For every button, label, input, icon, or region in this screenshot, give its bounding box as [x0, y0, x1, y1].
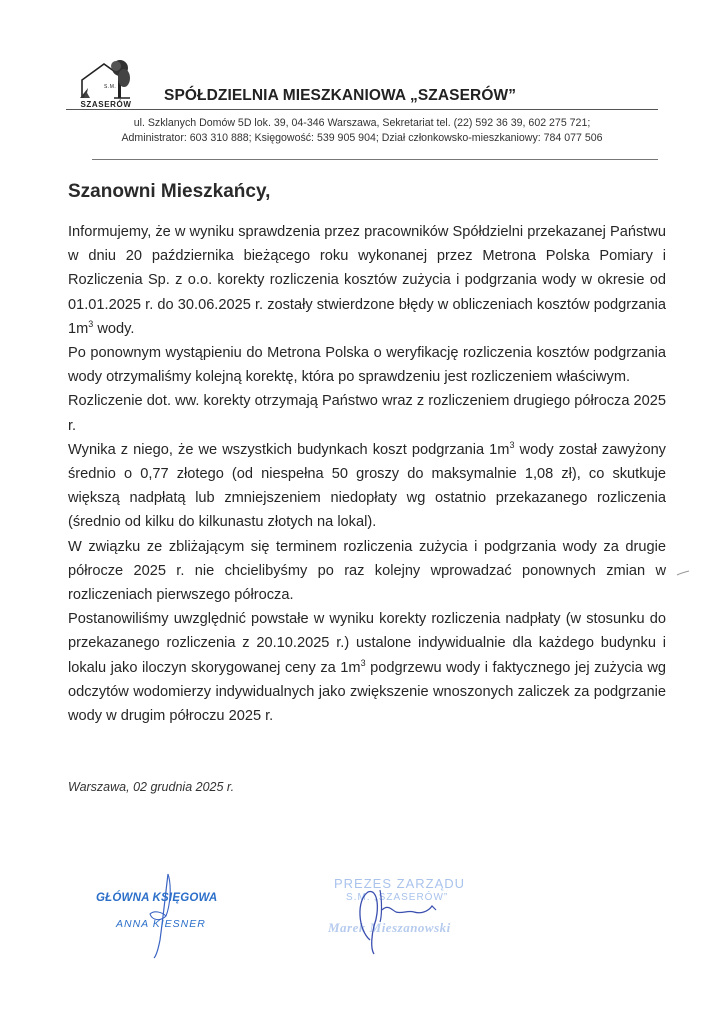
contact-line-address: ul. Szklanych Domów 5D lok. 39, 04-346 Warszawa, Sekretariat tel. (22) 592 36 39, 602 275 721; — [133, 117, 591, 129]
letter-body — [68, 220, 666, 728]
logo-name: SZASERÓW — [80, 100, 132, 109]
header-divider — [66, 109, 658, 110]
organization-title: SPÓŁDZIELNIA MIESZKANIOWA „SZASERÓW” — [164, 87, 517, 104]
contact-line-phones: Administrator: 603 310 888; Księgowość: 539 905 904; Dział członkowsko-mieszkaniowy: 784 077 506 — [121, 132, 603, 144]
signature-chief-accountant — [88, 880, 258, 950]
contact-info — [66, 116, 658, 146]
paragraph-4: Wynika z niego, że we wszystkich budynkach koszt podgrzania $1m^3$ wody został zawyżony średnio o 0,77 złotego (od niespełna 50 groszy do maksymalnie 1,08 zł), co skutkuje większą nadpłatą lub zmniejszeniem niedopłaty wg ostatnio przekazanego rozliczenia (średnio od kilku do kilkunastu złotych na lokal). — [68, 439, 666, 531]
paragraph-2: Po ponownym wystąpieniu do Metrona Polska o weryfikację rozliczenia kosztów podgrzania wody otrzymaliśmy kolejną korektę, która po sprawdzeniu jest rozliczeniem właściwym. — [68, 345, 666, 386]
signer-role: GŁÓWNA KSIĘGOWA — [96, 892, 218, 904]
paragraph-5: W związku ze zbliżającym się terminem rozliczenia zużycia i podgrzania wody za drugie półrocze 2025 r. nie chcielibyśmy po raz kolejny wprowadzać ponownych zmian w rozliczeniach pierwszego półrocza. — [68, 538, 666, 604]
house-tree-logo-icon — [74, 58, 138, 102]
signer-name: ANNA KIESNER — [116, 918, 206, 930]
scan-mark — [676, 570, 690, 576]
letter-date: Warszawa, 02 grudnia 2025 r. — [68, 780, 235, 794]
paragraph-3: Rozliczenie dot. ww. korekty otrzymają Państwo wraz z rozliczeniem drugiego półrocza 2025 r. — [68, 393, 666, 434]
contact-divider — [92, 159, 658, 160]
paragraph-1: Informujemy, że w wyniku sprawdzenia przez pracowników Spółdzielni przekazanej Państwu w dniu 20 października bieżącego roku wykonanej przez Metrona Polska Pomiary i Rozliczenia Sp. z o.o. korekty rozliczenia kosztów zużycia i podgrzania wody w okresie od 01.01.2025 r. do 30.06.2025 r. zostały stwierdzone błędy w obliczeniach kosztów podgrzania $1m^3$ wody. — [68, 224, 666, 337]
logo-small-text: S.M. — [104, 84, 117, 90]
paragraph-6: Postanowiliśmy uwzględnić powstałe w wyniku korekty rozliczenia nadpłaty (w stosunku do przekazanego rozliczenia z 20.10.2025 r.) ustalone indywidualnie dla każdego budynku i lokalu jako iloczyn skorygowanej ceny za $1m^3$ podgrzewu wody i faktycznego jej zużycia wg odczytów wodomierzy indywidualnych jako zwiększenie wnoszonych zaliczek za podgrzanie wody w drugim półroczu 2025 r. — [68, 611, 666, 725]
stamp-name: Marek Mieszanowski — [328, 920, 451, 935]
cooperative-logo — [74, 58, 138, 110]
handwritten-signature-icon — [318, 870, 488, 960]
stamp-role: PREZES ZARZĄDU — [334, 876, 466, 891]
salutation: Szanowni Mieszkańcy, — [68, 181, 271, 202]
stamp-organization: S.M. „SZASERÓW” — [346, 892, 449, 903]
signature-board-president — [318, 870, 488, 950]
handwritten-signature-icon — [88, 870, 258, 960]
